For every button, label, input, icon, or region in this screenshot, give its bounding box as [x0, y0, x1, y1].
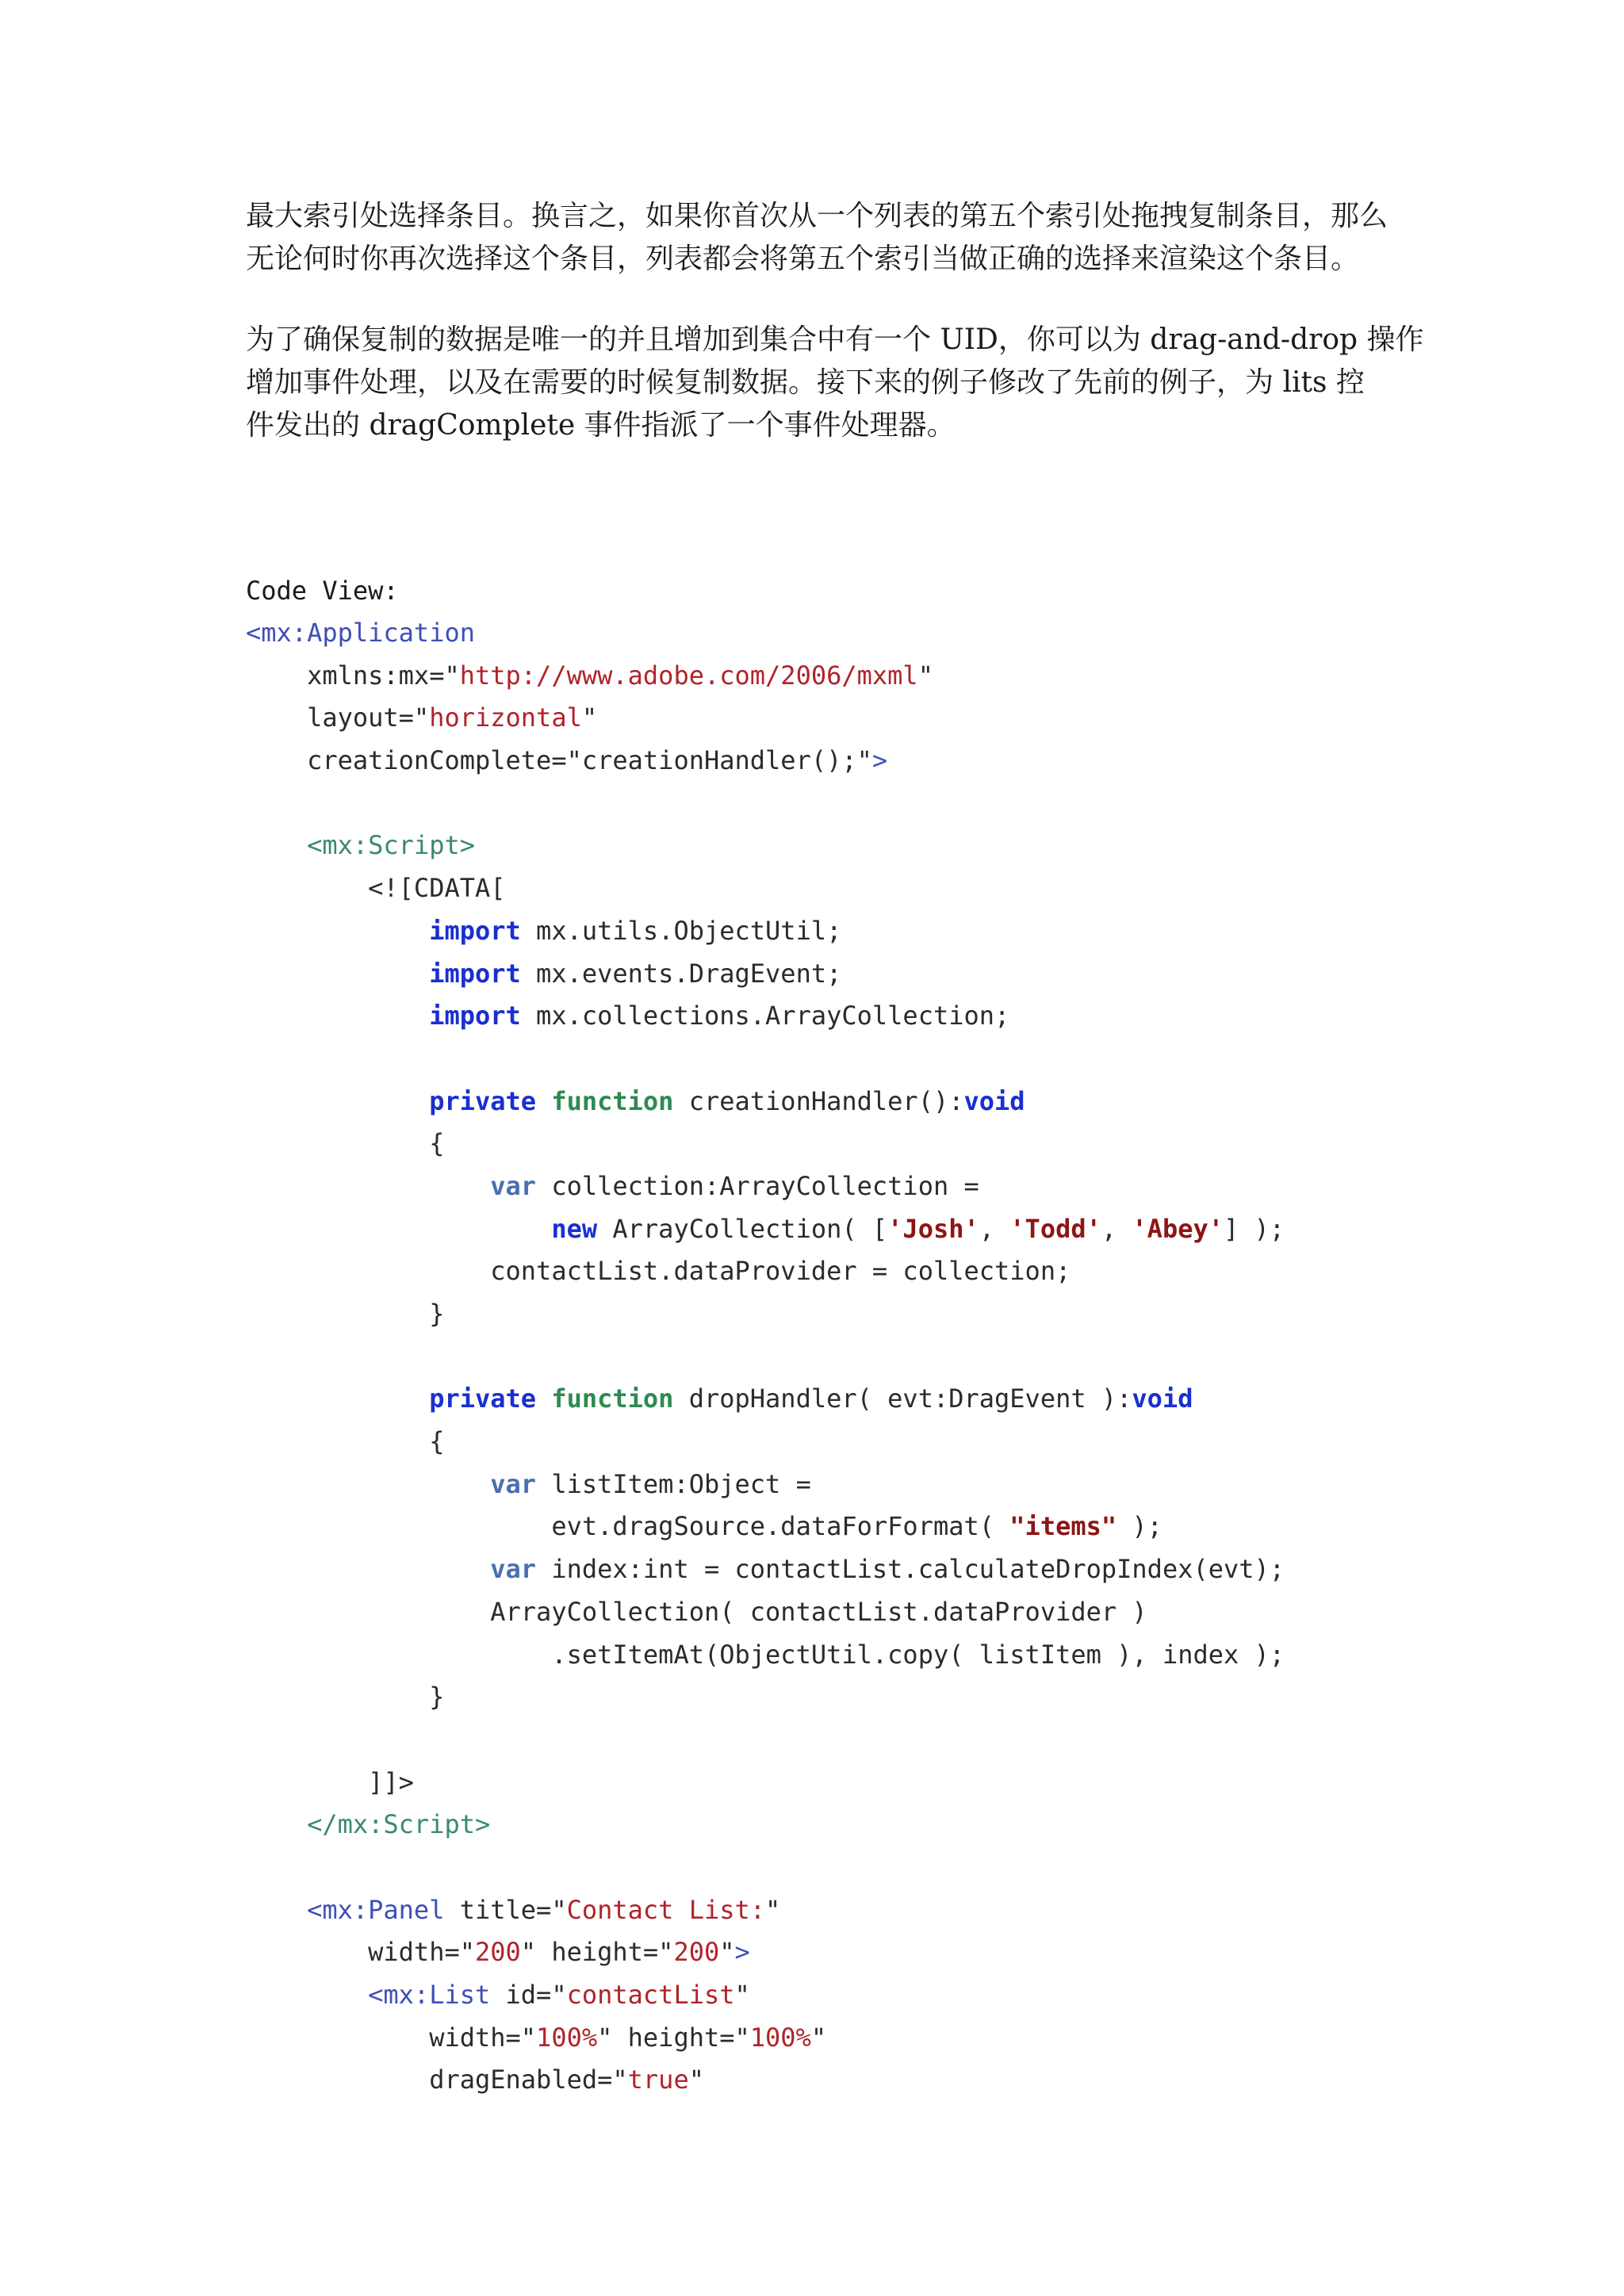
- code-token: .setItemAt(ObjectUtil.copy( listItem ), index );: [246, 1639, 1285, 1670]
- code-token: "items": [1009, 1511, 1117, 1542]
- code-line: [246, 1846, 1285, 1889]
- code-token: <![CDATA[: [246, 873, 506, 904]
- code-line: [246, 1931, 1285, 1974]
- code-line: [246, 1336, 1285, 1379]
- code-token: [246, 830, 307, 860]
- code-line: [246, 783, 1285, 825]
- intro-paragraph-1: [246, 195, 1388, 281]
- code-token: import: [429, 1001, 521, 1031]
- code-token: ": [765, 1894, 781, 1925]
- code-token: mx.utils.ObjectUtil;: [520, 915, 842, 946]
- code-token: [536, 1383, 551, 1414]
- code-token: 'Abey': [1132, 1213, 1224, 1244]
- code-token: xmlns:mx=": [246, 660, 460, 691]
- code-token: mx.events.DragEvent;: [520, 958, 842, 989]
- paragraph-line: 为了确保复制的数据是唯一的并且增加到集合中有一个 UID，你可以为 drag-and-drop 操作: [246, 323, 1424, 356]
- code-token: ": [581, 702, 598, 733]
- code-token: mx.collections.ArrayCollection;: [520, 1001, 1010, 1031]
- code-token: import: [429, 958, 521, 989]
- intro-paragraph-2: [246, 319, 1424, 447]
- code-token: index:int = contactList.calculateDropIndex(evt);: [536, 1554, 1285, 1585]
- code-token: ": [734, 1980, 750, 2010]
- code-line: [246, 825, 1285, 867]
- paragraph-line: 无论何时你再次选择这个条目，列表都会将第五个索引当做正确的选择来渲染这个条目。: [246, 243, 1360, 275]
- code-line: [246, 1506, 1285, 1548]
- code-token: ArrayCollection( contactList.dataProvider ): [246, 1596, 1147, 1627]
- code-token: [246, 1001, 429, 1031]
- code-token: var: [490, 1554, 537, 1585]
- code-token: [246, 1086, 429, 1116]
- code-token: [246, 1214, 551, 1244]
- code-token: " height=": [520, 1937, 674, 1968]
- code-token: void: [963, 1085, 1025, 1116]
- code-token: ": [719, 1937, 735, 1968]
- code-line: [246, 1421, 1285, 1464]
- code-token: creationComplete="creationHandler();": [246, 745, 872, 776]
- code-token: contactList: [566, 1980, 735, 2010]
- code-token: [246, 1895, 307, 1925]
- code-line: [246, 1038, 1285, 1081]
- code-token: );: [1116, 1511, 1162, 1542]
- code-token: [246, 1171, 490, 1201]
- paragraph-line: 件发出的 dragComplete 事件指派了一个事件处理器。: [246, 409, 956, 442]
- code-token: id=": [490, 1980, 567, 2010]
- code-token: 'Todd': [1009, 1213, 1101, 1244]
- code-token: void: [1132, 1383, 1193, 1414]
- code-token: ,: [1101, 1213, 1132, 1244]
- code-token: 200: [673, 1937, 720, 1968]
- code-token: [246, 1383, 429, 1414]
- code-token: ": [917, 660, 933, 691]
- paragraph-line: 增加事件处理，以及在需要的时候复制数据。接下来的例子修改了先前的例子，为 lits 控: [246, 366, 1365, 399]
- code-token: function: [551, 1383, 674, 1414]
- code-token: ] );: [1224, 1213, 1285, 1244]
- code-token: " height=": [597, 2022, 750, 2053]
- code-token: true: [627, 2064, 689, 2095]
- code-token: dragEnabled=": [246, 2064, 628, 2095]
- code-token: ]]>: [246, 1766, 414, 1797]
- code-token: 'Josh': [887, 1213, 979, 1244]
- code-line: [246, 697, 1285, 740]
- code-line: [246, 1762, 1285, 1804]
- code-line: [246, 1250, 1285, 1293]
- code-line: [246, 1081, 1285, 1123]
- code-token: [246, 1554, 490, 1584]
- code-token: evt.dragSource.dataForFormat(: [246, 1511, 1010, 1542]
- code-line: [246, 1889, 1285, 1932]
- code-token: Contact List:: [566, 1894, 766, 1925]
- code-token: creationHandler():: [673, 1085, 964, 1116]
- code-token: var: [490, 1468, 537, 1499]
- code-token: collection:ArrayCollection =: [536, 1170, 979, 1201]
- code-token: private: [429, 1085, 537, 1116]
- code-block: [246, 612, 1285, 2102]
- code-line: [246, 1676, 1285, 1719]
- code-token: layout=": [246, 702, 430, 733]
- paragraph-line: 最大索引处选择条目。换言之，如果你首次从一个列表的第五个索引处拖拽复制条目，那么: [246, 200, 1388, 232]
- code-line: [246, 1123, 1285, 1165]
- code-token: ": [810, 2022, 827, 2053]
- code-token: function: [551, 1085, 674, 1116]
- code-token: contactList.dataProvider = collection;: [246, 1256, 1071, 1287]
- code-token: [246, 1980, 368, 2010]
- code-line: [246, 1165, 1285, 1208]
- code-token: 100%: [749, 2022, 811, 2053]
- code-token: 200: [474, 1937, 521, 1968]
- code-line: [246, 1378, 1285, 1421]
- code-line: [246, 2059, 1285, 2102]
- code-view-label: Code View:: [246, 576, 399, 606]
- code-token: width=": [246, 2022, 537, 2053]
- code-token: >: [871, 745, 888, 776]
- code-token: import: [429, 915, 521, 946]
- code-line: [246, 1464, 1285, 1506]
- code-token: >: [734, 1937, 750, 1968]
- code-line: [246, 1208, 1285, 1251]
- code-token: [246, 1809, 307, 1839]
- code-token: dropHandler( evt:DragEvent ):: [673, 1383, 1132, 1414]
- code-token: <mx:List: [368, 1980, 491, 2010]
- code-token: width=": [246, 1937, 475, 1968]
- code-line: [246, 953, 1285, 996]
- code-line: [246, 1974, 1285, 2017]
- code-token: {: [246, 1426, 445, 1457]
- code-line: [246, 1804, 1285, 1846]
- code-token: [246, 916, 429, 946]
- code-line: [246, 1719, 1285, 1762]
- code-token: horizontal: [429, 702, 582, 733]
- code-token: private: [429, 1383, 537, 1414]
- code-token: </mx:Script>: [307, 1809, 491, 1840]
- code-token: ": [688, 2064, 704, 2095]
- code-line: [246, 740, 1285, 783]
- code-token: ,: [979, 1213, 1010, 1244]
- code-line: [246, 910, 1285, 953]
- code-line: [246, 2017, 1285, 2060]
- code-line: [246, 995, 1285, 1038]
- code-token: <mx:Panel: [307, 1894, 445, 1925]
- code-token: }: [246, 1682, 445, 1712]
- code-token: ArrayCollection( [: [597, 1213, 888, 1244]
- code-token: 100%: [536, 2022, 598, 2053]
- code-line: [246, 655, 1285, 698]
- code-line: [246, 867, 1285, 910]
- code-token: <mx:Script>: [307, 830, 475, 861]
- code-token: <mx:Application: [246, 618, 475, 648]
- code-token: var: [490, 1170, 537, 1201]
- code-token: title=": [444, 1894, 567, 1925]
- code-token: [536, 1086, 551, 1116]
- code-token: http://www.adobe.com/2006/mxml: [459, 660, 918, 691]
- code-token: {: [246, 1128, 445, 1159]
- code-line: [246, 1548, 1285, 1591]
- code-token: listItem:Object =: [536, 1468, 811, 1499]
- code-line: [246, 1591, 1285, 1634]
- code-line: [246, 1293, 1285, 1336]
- code-token: [246, 1469, 490, 1499]
- code-line: [246, 612, 1285, 655]
- code-token: [246, 959, 429, 989]
- code-token: new: [551, 1213, 598, 1244]
- code-line: [246, 1634, 1285, 1677]
- code-token: }: [246, 1299, 445, 1329]
